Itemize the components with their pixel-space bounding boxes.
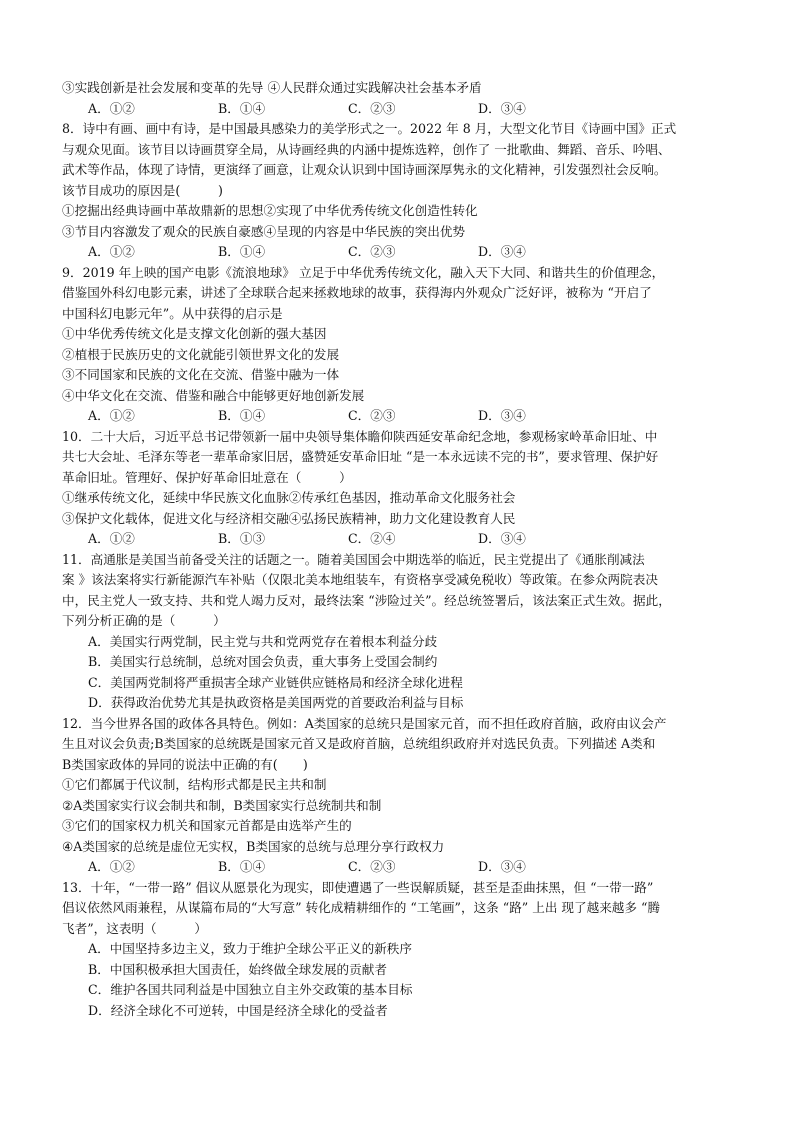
q9-line: 借鉴国外科幻电影元素，讲述了全球联合起来拯救地球的故事，获得海内外观众广泛好评，被称为 “开启了 [62, 285, 652, 300]
q8-line: 与观众见面。该节目以诗画贯穿全局，从诗画经典的内涵中提炼选粹，创作了 一批歌曲、舞蹈、音乐、吟唱、 [62, 141, 671, 157]
q13-choice-c[interactable]: C．维护各国共同利益是中国独立自主外交政策的基本目标 [88, 982, 413, 997]
q9-option-d[interactable]: D．③④ [478, 408, 526, 423]
q9-statement: ①中华优秀传统文化是支撑文化创新的强大基因 [62, 326, 327, 341]
q9-line: 中国科幻电影元年”。从中获得的启示是 [62, 305, 283, 321]
q11-line: 11．高通胀是美国当前备受关注的话题之一。随着美国国会中期选举的临近，民主党提出了《通胀削减法 [62, 551, 645, 567]
q8-options [62, 242, 732, 263]
q10-line: 革命旧址。管理好、保护好革命旧址意在（ ） [62, 469, 352, 485]
q9-line: 9．2019 年上映的国产电影《流浪地球》 立足于中华优秀传统文化，融入天下大同、和谐共生的价值理念， [62, 264, 665, 280]
q9-statement: ②植根于民族历史的文化就能引领世界文化的发展 [62, 346, 340, 362]
q8-line: 该节目成功的原因是( ) [62, 182, 223, 198]
q11-line: 下列分析正确的是（ ） [62, 613, 226, 628]
question-11 [62, 550, 732, 714]
q10-line: 10．二十大后，习近平总书记带领新一届中央领导集体瞻仰陕西延安革命纪念地，参观杨家岭革命旧址、中 [62, 428, 658, 444]
question-7 [62, 78, 732, 119]
question-10 [62, 427, 732, 550]
q9-option-a[interactable]: A．①② [88, 408, 135, 423]
q11-line: 中，民主党人一致支持、共和党人竭力反对，最终法案 “涉险过关”。经总统签署后，该法案正式生效。据此， [62, 592, 671, 608]
q11-choice-b[interactable]: B．美国实行总统制，总统对国会负责，重大事务上受国会制约 [88, 654, 438, 669]
q13-line: 倡议依然风雨兼程，从谋篇布局的“大写意” 转化成精耕细作的 “工笔画”，这条 “路” 上出 现了越来越多 “腾 [62, 900, 661, 915]
q9-statement: ③不同国家和民族的文化在交流、借鉴中融为一体 [62, 367, 340, 382]
q12-options [62, 857, 732, 878]
q11-line: 案 》该法案将实行新能源汽车补贴（仅限北美本地组装车，有资格享受减免税收）等政策。在参众两院表决 [62, 572, 658, 587]
q9-option-c[interactable]: C．②③ [348, 408, 396, 423]
q12-statement: ③它们的国家权力机关和国家元首都是由选举产生的 [62, 818, 352, 833]
q12-option-d[interactable]: D．③④ [478, 859, 526, 874]
q13-line: 飞者”，这表明（ ） [62, 920, 207, 936]
question-9 [62, 263, 732, 427]
q10-option-d[interactable]: D．③④ [478, 531, 526, 546]
q8-option-b[interactable]: B．①④ [218, 244, 266, 259]
q12-line: 12．当今世界各国的政体各具特色。例如：A类国家的总统只是国家元首，而不担任政府首脑，政府由议会产 [62, 715, 667, 731]
question-12 [62, 714, 732, 878]
q10-options [62, 529, 732, 550]
q8-line: 武术等作品，体现了诗情，更演绎了画意，让观众认识到中国诗画深厚隽永的文化精神，引发强烈社会反响。 [62, 162, 667, 177]
q7-option-a[interactable]: A．①② [88, 100, 135, 116]
q12-option-c[interactable]: C．②③ [348, 859, 396, 874]
q7-option-d[interactable]: D．③④ [478, 100, 526, 116]
q10-line: 共七大会址、毛泽东等老一辈革命家旧居，盛赞延安革命旧址 “是一本永远读不完的书”，要求管理、保护好 [62, 449, 659, 464]
q13-line: 13．十年，“一带一路” 倡议从愿景化为现实，即使遭遇了一些误解质疑，甚至是歪曲抹黑，但 “一带一路” [62, 879, 654, 895]
q7-statement-line: ③实践创新是社会发展和变革的先导 ④人民群众通过实践解决社会基本矛盾 [62, 80, 482, 95]
q10-statement: ③保护文化载体，促进文化与经济相交融④弘扬民族精神，助力文化建设教育人民 [62, 510, 516, 526]
q8-statement: ③节目内容激发了观众的民族自豪感④呈现的内容是中华民族的突出优势 [62, 223, 465, 239]
q10-option-a[interactable]: A．①② [88, 531, 135, 546]
q9-statement: ④中华文化在交流、借鉴和融合中能够更好地创新发展 [62, 387, 365, 403]
q8-option-a[interactable]: A．①② [88, 244, 135, 259]
q12-option-a[interactable]: A．①② [88, 859, 135, 874]
q10-statement: ①继承传统文化，延续中华民族文化血脉②传承红色基因，推动革命文化服务社会 [62, 490, 516, 505]
q10-option-b[interactable]: B．①③ [218, 531, 266, 546]
q11-choice-d[interactable]: D．获得政治优势尤其是执政资格是美国两党的首要政治利益与目标 [88, 695, 464, 710]
q13-choice-b[interactable]: B．中国积极承担大国责任，始终做全球发展的贡献者 [88, 961, 387, 977]
q8-option-c[interactable]: C．②③ [348, 244, 396, 259]
q12-statement: ①它们都属于代议制，结构形式都是民主共和制 [62, 777, 327, 792]
question-8 [62, 119, 732, 263]
q12-statement: ④A类国家的总统是虚位无实权，B类国家的总统与总理分享行政权力 [62, 838, 445, 854]
q8-line: 8．诗中有画、画中有诗，是中国最具感染力的美学形式之一。2022 年 8 月，大型文化节目《诗画中国》正式 [62, 121, 677, 136]
q7-option-b[interactable]: B．①④ [218, 100, 266, 116]
q7-options [62, 99, 732, 120]
q12-option-b[interactable]: B．①④ [218, 859, 266, 874]
q12-line: 生且对议会负责;B类国家的总统既是国家元首又是政府首脑，总统组织政府并对选民负责。下列描述 A类和 [62, 736, 656, 751]
q9-options [62, 406, 732, 427]
q12-line: B类国家政体的异同的说法中正确的有( ) [62, 756, 308, 772]
question-13 [62, 878, 732, 1022]
q11-choice-a[interactable]: A．美国实行两党制，民主党与共和党两党存在着根本利益分歧 [88, 633, 438, 649]
q13-choice-a[interactable]: A．中国坚持多边主义，致力于维护全球公平正义的新秩序 [88, 941, 412, 956]
q12-statement: ②A类国家实行议会制共和制，B类国家实行总统制共和制 [62, 797, 382, 813]
q11-choice-c[interactable]: C．美国两党制将严重损害全球产业链供应链格局和经济全球化进程 [88, 674, 463, 690]
q10-option-c[interactable]: C．②④ [348, 531, 396, 546]
q13-choice-d[interactable]: D．经济全球化不可逆转，中国是经济全球化的受益者 [88, 1002, 388, 1018]
q8-option-d[interactable]: D．③④ [478, 244, 526, 259]
q8-statement: ①挖掘出经典诗画中革故鼎新的思想②实现了中华优秀传统文化创造性转化 [62, 203, 478, 218]
q7-option-c[interactable]: C．②③ [348, 100, 396, 116]
q9-option-b[interactable]: B．①④ [218, 408, 266, 423]
